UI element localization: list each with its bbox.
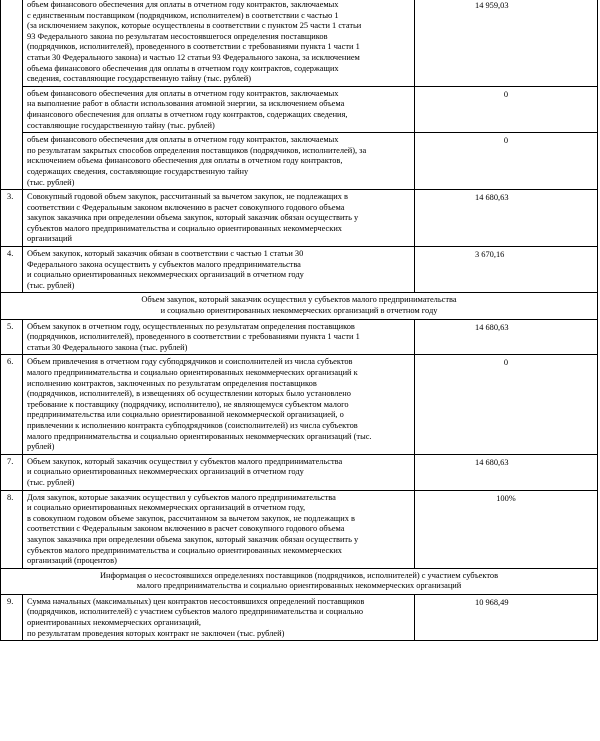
row-value: 10 968,49	[415, 594, 598, 640]
row-number: 4.	[1, 247, 23, 293]
row-description: Объем закупок в отчетном году, осуществленных по результатам определения поставщиков (подрядчиков, исполнителей), проведенного в соответствии с требованиями пункта 1 части 1 статьи 30 Федерального закона (тыс. рублей)	[23, 319, 415, 355]
row-value: 0	[415, 355, 598, 454]
section-header-row	[1, 568, 598, 594]
row-value: 14 680,63	[415, 319, 598, 355]
table-row	[1, 490, 598, 568]
table-row	[1, 454, 598, 490]
row-description: объем финансового обеспечения для оплаты в отчетном году контрактов, заключаемых с единственным поставщиком (подрядчиком, исполнителем) в соответствии с частью 1 (за исключением закупок, которые осуществлены в соответствии с пунктом 25 части 1 статьи 93 Федерального закона по результатам несостоявшегося определения поставщиков (подрядчиков, исполнителей), проведенного в соответствии с требованиями пункта 1 части 1 статьи 30 Федерального закона) и частью 12 статьи 93 Федерального закона, за исключением объема финансового обеспечения для оплаты в отчетном году контрактов, содержащих сведения, составляющие государственную тайну (тыс. рублей)	[23, 0, 415, 86]
row-description: Совокупный годовой объем закупок, рассчитанный за вычетом закупок, не подлежащих в соответствии с Федеральным законом включению в расчет совокупного годового объема закупок заказчика при определении объема закупок, который заказчик обязан осуществить у субъектов малого предпринимательства и социально ориентированных некоммерческих организаций	[23, 190, 415, 247]
row-value: 14 680,63	[415, 190, 598, 247]
section-title: Информация о несостоявшихся определениях поставщиков (подрядчиков, исполнителей) с участием субъектов малого предпринимательства и социально ориентированных некоммерческих организаций	[1, 568, 598, 594]
table-row	[1, 133, 598, 190]
table-row	[1, 247, 598, 293]
row-value: 100%	[415, 490, 598, 568]
row-description: Сумма начальных (максимальных) цен контрактов несостоявшихся определений поставщиков (подрядчиков, исполнителей) с участием субъектов малого предпринимательства и социально ориентированных некоммерческих организаций, по результатам проведения которых контракт не заключен (тыс. рублей)	[23, 594, 415, 640]
row-number: 9.	[1, 594, 23, 640]
table-row	[1, 594, 598, 640]
row-description: Объем привлечения в отчетном году субподрядчиков и соисполнителей из числа субъектов малого предпринимательства и социально ориентированных некоммерческих организаций к исполнению контрактов, заключенных по результатам определения поставщиков (подрядчиков, исполнителей), в извещениях об осуществлении которых было установлено требование к поставщику (подрядчику, исполнителю), не являющемуся субъектом малого предпринимательства или социально ориентированной некоммерческой организацией, о привлечении к исполнению контракта субподрядчиков (соисполнителей) из числа субъектов малого предпринимательства и социально ориентированных некоммерческих организаций (тыс. рублей)	[23, 355, 415, 454]
section-header-row	[1, 293, 598, 319]
row-number: 8.	[1, 490, 23, 568]
row-number: 5.	[1, 319, 23, 355]
row-value: 3 670,16	[415, 247, 598, 293]
row-number: 7.	[1, 454, 23, 490]
row-description: объем финансового обеспечения для оплаты в отчетном году контрактов, заключаемых на выполнение работ в области использования атомной энергии, за исключением объема финансового обеспечения для оплаты в отчетном году контрактов, содержащих сведения, составляющие государственную тайну (тыс. рублей)	[23, 86, 415, 132]
row-value: 0	[415, 133, 598, 190]
row-number	[1, 0, 23, 86]
row-description: Доля закупок, которые заказчик осуществил у субъектов малого предпринимательства и социально ориентированных некоммерческих организаций в отчетном году, в совокупном годовом объеме закупок, рассчитанном за вычетом закупок, не подлежащих в соответствии с Федеральным законом включению в расчет совокупного годового объема закупок заказчика при определении объема закупок, который заказчик обязан осуществить у субъектов малого предпринимательства и социально ориентированных некоммерческих организаций (процентов)	[23, 490, 415, 568]
table-row	[1, 355, 598, 454]
row-description: Объем закупок, который заказчик обязан в соответствии с частью 1 статьи 30 Федерального закона осуществить у субъектов малого предпринимательства и социально ориентированных некоммерческих организаций в отчетном году (тыс. рублей)	[23, 247, 415, 293]
row-number: 3.	[1, 190, 23, 247]
table-row	[1, 319, 598, 355]
row-value: 14 959,03	[415, 0, 598, 86]
row-description: объем финансового обеспечения для оплаты в отчетном году контрактов, заключаемых по результатам закрытых способов определения поставщиков (подрядчиков, исполнителей), за исключением объема финансового обеспечения для оплаты в отчетном году контрактов, содержащих сведения, составляющие государственную тайну (тыс. рублей)	[23, 133, 415, 190]
table-row	[1, 0, 598, 86]
table-row	[1, 190, 598, 247]
row-value: 0	[415, 86, 598, 132]
row-value: 14 680,63	[415, 454, 598, 490]
row-number	[1, 133, 23, 190]
table-row	[1, 86, 598, 132]
row-number: 6.	[1, 355, 23, 454]
row-description: Объем закупок, который заказчик осуществил у субъектов малого предпринимательства и социально ориентированных некоммерческих организаций в отчетном году (тыс. рублей)	[23, 454, 415, 490]
row-number	[1, 86, 23, 132]
section-title: Объем закупок, который заказчик осуществил у субъектов малого предпринимательства и социально ориентированных некоммерческих организаций в отчетном году	[1, 293, 598, 319]
